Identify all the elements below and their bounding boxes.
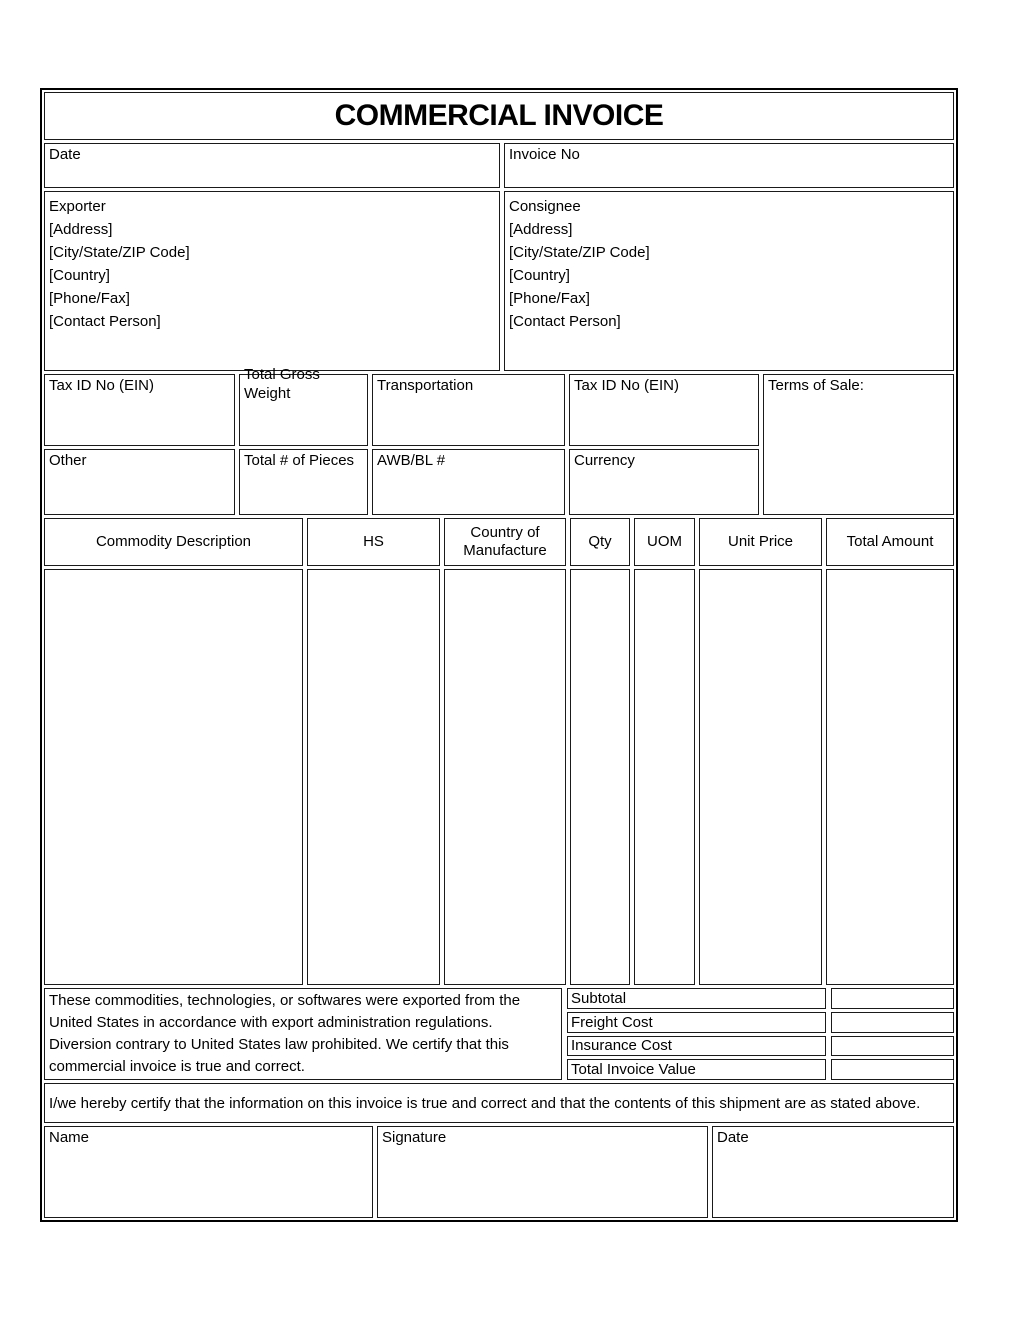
total-pieces-field[interactable] <box>239 449 368 515</box>
shipment-row-1 <box>44 366 759 446</box>
transportation-field[interactable] <box>372 374 565 446</box>
certification-row <box>44 1083 954 1123</box>
commercial-invoice-form <box>40 88 958 1222</box>
exporter-address-placeholder: [Address] <box>49 221 113 238</box>
date-signed-label: Date <box>717 1129 749 1146</box>
qty-entry-area[interactable] <box>570 569 630 985</box>
country-of-manufacture-entry-area[interactable] <box>444 569 566 985</box>
items-header-row <box>44 518 954 566</box>
insurance-cost-label: Insurance Cost <box>567 1036 826 1057</box>
awb-bl-label: AWB/BL # <box>377 452 446 469</box>
signature-field[interactable] <box>377 1126 708 1218</box>
exporter-city-placeholder: [City/State/ZIP Code] <box>49 244 190 261</box>
uom-entry-area[interactable] <box>634 569 695 985</box>
consignee-section[interactable] <box>504 191 954 371</box>
insurance-cost-value-area[interactable] <box>831 1036 954 1057</box>
total-invoice-value-label: Total Invoice Value <box>567 1059 826 1080</box>
unit-price-entry-area[interactable] <box>699 569 822 985</box>
col-header-country-of-manufacture: Country of Manufacture <box>444 518 566 566</box>
exporter-tax-id-label: Tax ID No (EIN) <box>49 377 155 394</box>
consignee-country-placeholder: [Country] <box>509 267 570 284</box>
date-field[interactable] <box>44 143 500 188</box>
invoice-no-field[interactable] <box>504 143 954 188</box>
transportation-label: Transportation <box>377 377 474 394</box>
shipment-details-section <box>44 366 954 515</box>
exporter-tax-id-field[interactable] <box>44 374 235 446</box>
commodity-description-entry-area[interactable] <box>44 569 303 985</box>
total-pieces-label: Total # of Pieces <box>244 452 355 469</box>
consignee-label: Consignee <box>509 198 581 215</box>
currency-label: Currency <box>574 452 635 469</box>
date-invoice-row <box>44 143 954 188</box>
exporter-country-placeholder: [Country] <box>49 267 110 284</box>
gross-weight-field[interactable] <box>239 366 368 446</box>
exporter-phone-placeholder: [Phone/Fax] <box>49 290 130 307</box>
signature-label: Signature <box>382 1129 447 1146</box>
items-body-row <box>44 569 954 985</box>
subtotal-label: Subtotal <box>567 988 826 1009</box>
consignee-contact-placeholder: [Contact Person] <box>509 313 621 330</box>
exporter-contact-placeholder: [Contact Person] <box>49 313 161 330</box>
freight-cost-value-area[interactable] <box>831 1012 954 1033</box>
page-title: COMMERCIAL INVOICE <box>44 92 954 140</box>
consignee-phone-placeholder: [Phone/Fax] <box>509 290 590 307</box>
name-field[interactable] <box>44 1126 373 1218</box>
currency-field[interactable] <box>569 449 759 515</box>
shipment-row-2 <box>44 449 759 515</box>
invoice-no-label: Invoice No <box>509 146 580 163</box>
exporter-label: Exporter <box>49 198 106 215</box>
consignee-address-placeholder: [Address] <box>509 221 573 238</box>
awb-bl-field[interactable] <box>372 449 565 515</box>
parties-row <box>44 191 954 371</box>
other-label: Other <box>49 452 87 469</box>
freight-cost-row <box>567 1012 954 1033</box>
date-signed-field[interactable] <box>712 1126 954 1218</box>
export-statement: These commodities, technologies, or softwares were exported from the United States in accordance with export administration regulations. Diversion contrary to United States law prohibited. We certify that this commercial invoice is true and correct. <box>44 988 562 1080</box>
col-header-qty: Qty <box>570 518 630 566</box>
totals-block <box>567 988 954 1080</box>
terms-of-sale-label: Terms of Sale: <box>768 377 864 394</box>
hs-entry-area[interactable] <box>307 569 440 985</box>
freight-cost-label: Freight Cost <box>567 1012 826 1033</box>
gross-weight-label: Total Gross Weight <box>244 366 320 402</box>
total-invoice-value-area[interactable] <box>831 1059 954 1080</box>
certification-statement: I/we hereby certify that the information on this invoice is true and correct and that the contents of this shipment are as stated above. <box>44 1083 954 1123</box>
subtotal-value-area[interactable] <box>831 988 954 1009</box>
other-field[interactable] <box>44 449 235 515</box>
title-row <box>44 92 954 140</box>
exporter-section[interactable] <box>44 191 500 371</box>
insurance-cost-row <box>567 1036 954 1057</box>
col-header-hs: HS <box>307 518 440 566</box>
terms-of-sale-field[interactable] <box>763 374 954 515</box>
total-invoice-value-row <box>567 1059 954 1080</box>
shipment-details-grid <box>44 366 759 515</box>
signature-row <box>44 1126 954 1218</box>
consignee-tax-id-label: Tax ID No (EIN) <box>574 377 680 394</box>
statement-and-totals-section <box>44 988 954 1080</box>
subtotal-row <box>567 988 954 1009</box>
date-label: Date <box>49 146 81 163</box>
total-amount-entry-area[interactable] <box>826 569 954 985</box>
name-label: Name <box>49 1129 90 1146</box>
consignee-city-placeholder: [City/State/ZIP Code] <box>509 244 650 261</box>
col-header-commodity-description: Commodity Description <box>44 518 303 566</box>
col-header-unit-price: Unit Price <box>699 518 822 566</box>
consignee-tax-id-field[interactable] <box>569 374 759 446</box>
col-header-total-amount: Total Amount <box>826 518 954 566</box>
col-header-uom: UOM <box>634 518 695 566</box>
